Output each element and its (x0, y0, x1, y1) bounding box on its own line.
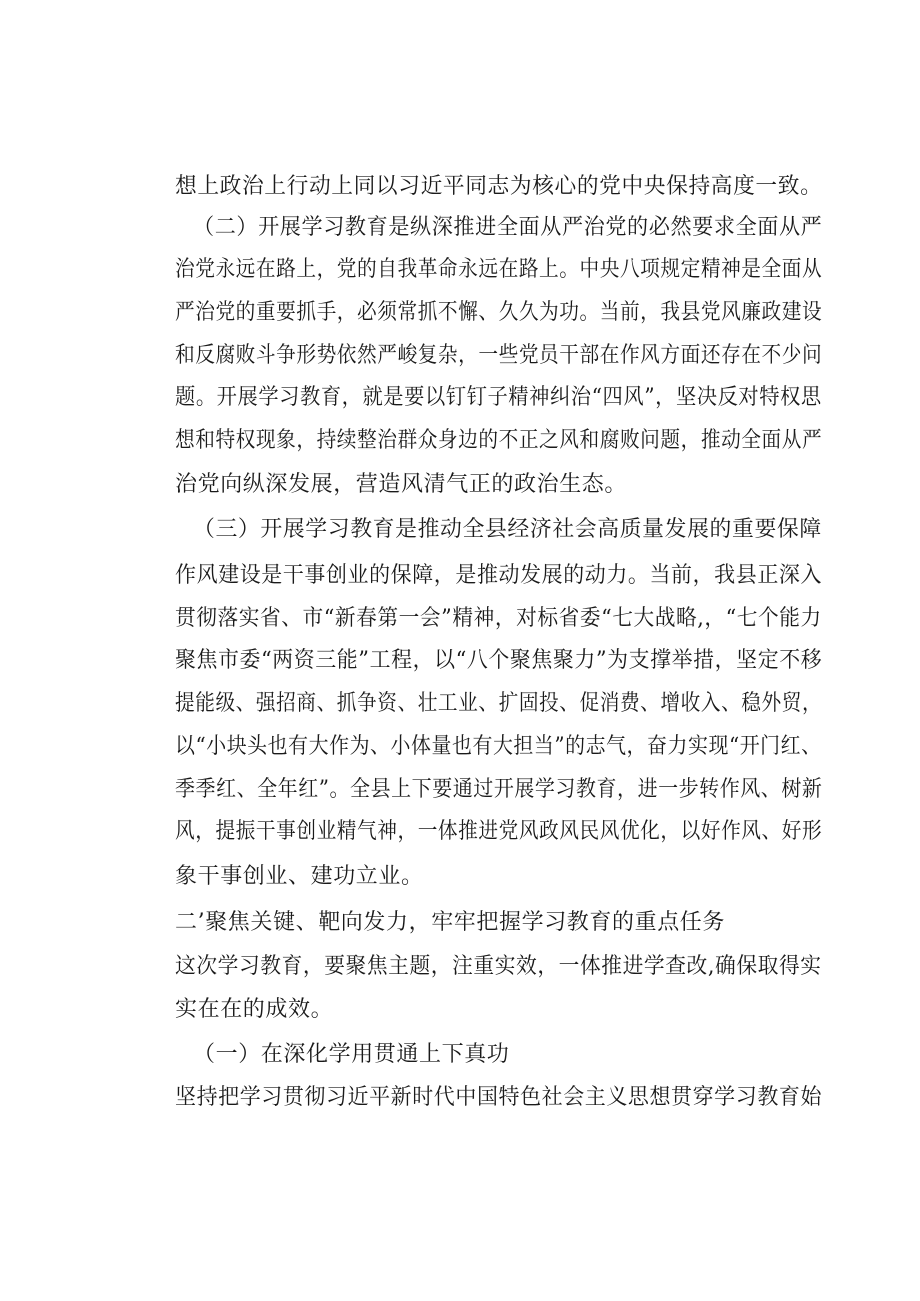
text-line: 风，提振干事创业精气神，一体推进党风政风民风优化，以好作风、好形 (175, 819, 823, 844)
section-heading: （二）开展学习教育是纵深推进全面从严治党的必然要求全面从严 (193, 215, 823, 240)
text-line: 治党向纵深发展，营造风清气正的政治生态。 (175, 472, 628, 497)
text-line: 实在在的成效。 (175, 997, 334, 1022)
text-line: 坚持把学习贯彻习近平新时代中国特色社会主义思想贯穿学习教育始 (175, 1085, 823, 1110)
text-line: 治党永远在路上，党的自我革命永远在路上。中央八项规定精神是全面从 (175, 257, 823, 282)
section-heading: 二’聚焦关键、靶向发力，牢牢把握学习教育的重点任务 (175, 910, 725, 935)
text-line: 以“小块头也有大作为、小体量也有大担当”的志气，奋力实现“开门红、 (175, 734, 822, 759)
text-line: 这次学习教育，要聚焦主题，注重实效，一体推进学查改,确保取得实 (175, 954, 822, 979)
text-line: 季季红、全年红”。全县上下要通过开展学习教育，进一步转作风、树新 (175, 777, 823, 802)
text-line: 想和特权现象，持续整治群众身边的不正之风和腐败问题，推动全面从严 (175, 428, 823, 453)
text-line: 作风建设是干事创业的保障，是推动发展的动力。当前，我县正深入 (175, 563, 823, 588)
text-line: 聚焦市委“两资三能”工程，以“八个聚焦聚力”为支撑举措，坚定不移 (175, 648, 823, 673)
text-line: 贯彻落实省、市“新春第一会”精神，对标省委“七大战略,，“七个能力 (175, 606, 822, 631)
text-line: 想上政治上行动上同以习近平同志为核心的党中央保持高度一致。 (175, 174, 823, 199)
text-line: 题。开展学习教育，就是要以钉钉子精神纠治“四风”，坚决反对特权思 (175, 385, 822, 410)
section-heading: （一）在深化学用贯通上下真功 (193, 1042, 510, 1067)
text-line: 象干事创业、建功立业。 (175, 864, 424, 889)
text-line: 和反腐败斗争形势依然严峻复杂，一些党员干部在作风方面还存在不少问 (175, 343, 823, 368)
text-line: 严治党的重要抓手，必须常抓不懈、久久为功。当前，我县党风廉政建设 (175, 300, 823, 325)
section-heading: （三）开展学习教育是推动全县经济社会高质量发展的重要保障 (193, 517, 822, 542)
text-line: 提能级、强招商、抓争资、壮工业、扩固投、促消费、增收入、稳外贸， (175, 691, 823, 716)
